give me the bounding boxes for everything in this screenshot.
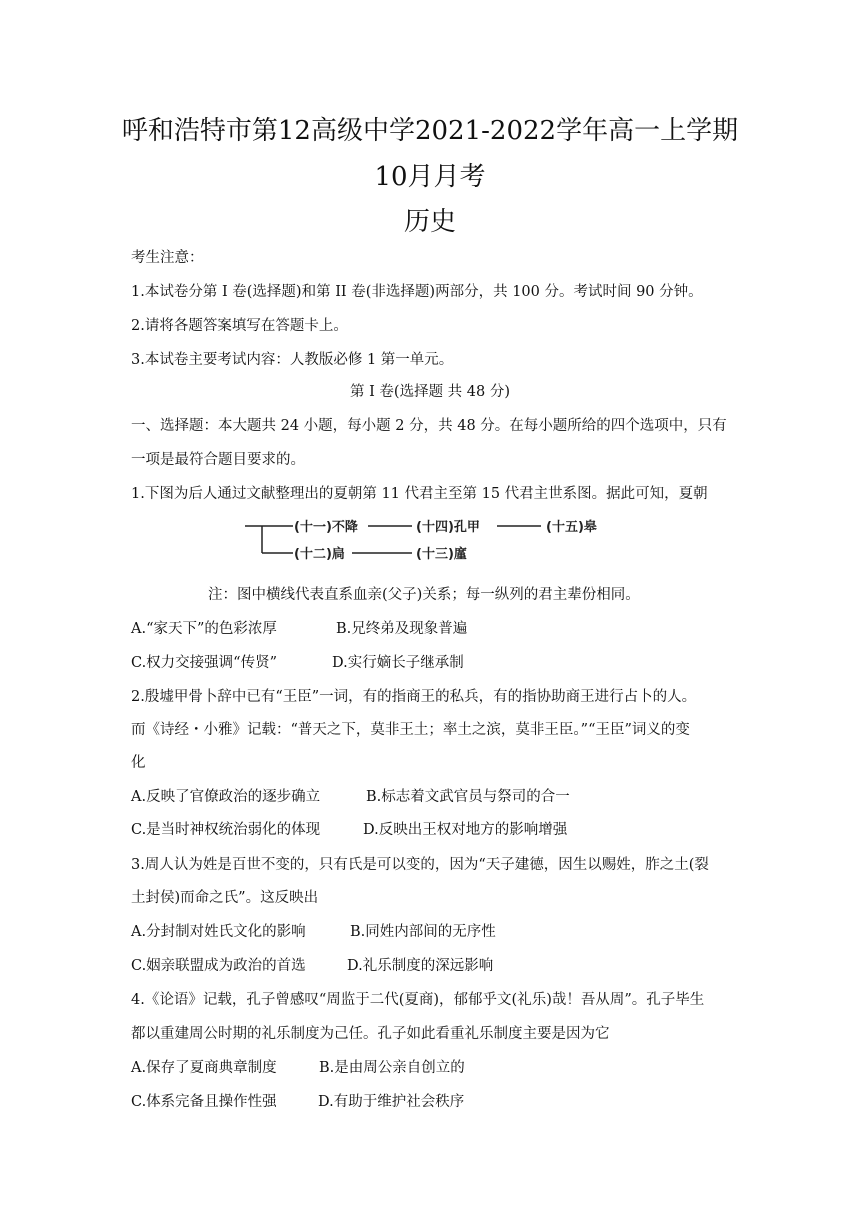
q3-option-c: C.姻亲联盟成为政治的首选	[131, 958, 306, 974]
king-14: (十四)孔甲	[416, 520, 480, 535]
q3-option-b: B.同姓内部间的无序性	[350, 924, 496, 940]
section-instruction: 一、选择题：本大题共 24 小题，每小题 2 分，共 48 分。在每小题所给的四个选项中，只有	[131, 418, 727, 434]
exam-subject: 历史	[403, 207, 456, 237]
q4-option-b: B.是由周公亲自创立的	[319, 1060, 465, 1076]
q2-option-a: A.反映了官僚政治的逐步确立	[131, 789, 321, 805]
lineage-diagram	[242, 512, 622, 568]
q2-option-b: B.标志着文武官员与祭司的合一	[366, 789, 570, 805]
question-2-stem: 2.殷墟甲骨卜辞中已有“王臣”一词，有的指商王的私兵，有的指协助商王进行占卜的人。	[131, 689, 697, 705]
q2-option-d: D.反映出王权对地方的影响增强	[363, 822, 568, 838]
question-3-stem: 3.周人认为姓是百世不变的，只有氏是可以变的，因为“天子建德，因生以赐姓，胙之土(裂	[131, 857, 709, 873]
q4-option-c: C.体系完备且操作性强	[131, 1094, 277, 1110]
section-heading: 第 I 卷(选择题 共 48 分)	[349, 384, 511, 400]
king-13: (十三)廑	[416, 547, 467, 562]
notice-item: 1.本试卷分第 I 卷(选择题)和第 II 卷(非选择题)两部分，共 100 分。考试时间 90 分钟。	[131, 284, 703, 300]
question-1-stem: 1.下图为后人通过文献整理出的夏朝第 11 代君主至第 15 代君主世系图。据此可知，夏朝	[131, 486, 708, 502]
king-15: (十五)皋	[546, 520, 597, 535]
question-2-stem: 化	[131, 755, 146, 771]
q1-option-b: B.兄终弟及现象普遍	[336, 621, 468, 637]
q4-option-a: A.保存了夏商典章制度	[131, 1060, 277, 1076]
q1-option-a: A.“家天下”的色彩浓厚	[131, 621, 277, 637]
exam-title-date: 10月月考	[374, 162, 486, 192]
q1-option-c: C.权力交接强调“传贤”	[131, 655, 278, 671]
notice-item: 2.请将各题答案填写在答题卡上。	[131, 318, 348, 334]
q3-option-a: A.分封制对姓氏文化的影响	[131, 924, 306, 940]
q2-option-c: C.是当时神权统治弱化的体现	[131, 822, 321, 838]
section-instruction: 一项是最符合题目要求的。	[131, 452, 305, 468]
question-2-stem: 而《诗经・小雅》记载：“普天之下，莫非王土；率土之滨，莫非王臣。”“王臣”词义的变	[131, 722, 690, 738]
notice-item: 3.本试卷主要考试内容：人教版必修 1 第一单元。	[131, 352, 454, 368]
q1-option-d: D.实行嫡长子继承制	[332, 655, 464, 671]
diagram-note: 注：图中横线代表直系血亲(父子)关系；每一纵列的君主辈份相同。	[208, 587, 640, 603]
king-12: (十二)扃	[294, 547, 345, 562]
q4-option-d: D.有助于维护社会秩序	[318, 1094, 465, 1110]
q3-option-d: D.礼乐制度的深远影响	[347, 958, 494, 974]
king-11: (十一)不降	[294, 520, 358, 535]
question-4-stem: 都以重建周公时期的礼乐制度为己任。孔子如此看重礼乐制度主要是因为它	[131, 1026, 610, 1042]
exam-title: 呼和浩特市第12高级中学2021-2022学年高一上学期	[121, 116, 739, 146]
question-3-stem: 土封侯)而命之氏”。这反映出	[131, 890, 319, 906]
notice-heading: 考生注意：	[131, 250, 204, 266]
question-4-stem: 4.《论语》记载，孔子曾感叹“周监于二代(夏商)，郁郁乎文(礼乐)哉！吾从周”。孔子毕生	[131, 992, 705, 1008]
